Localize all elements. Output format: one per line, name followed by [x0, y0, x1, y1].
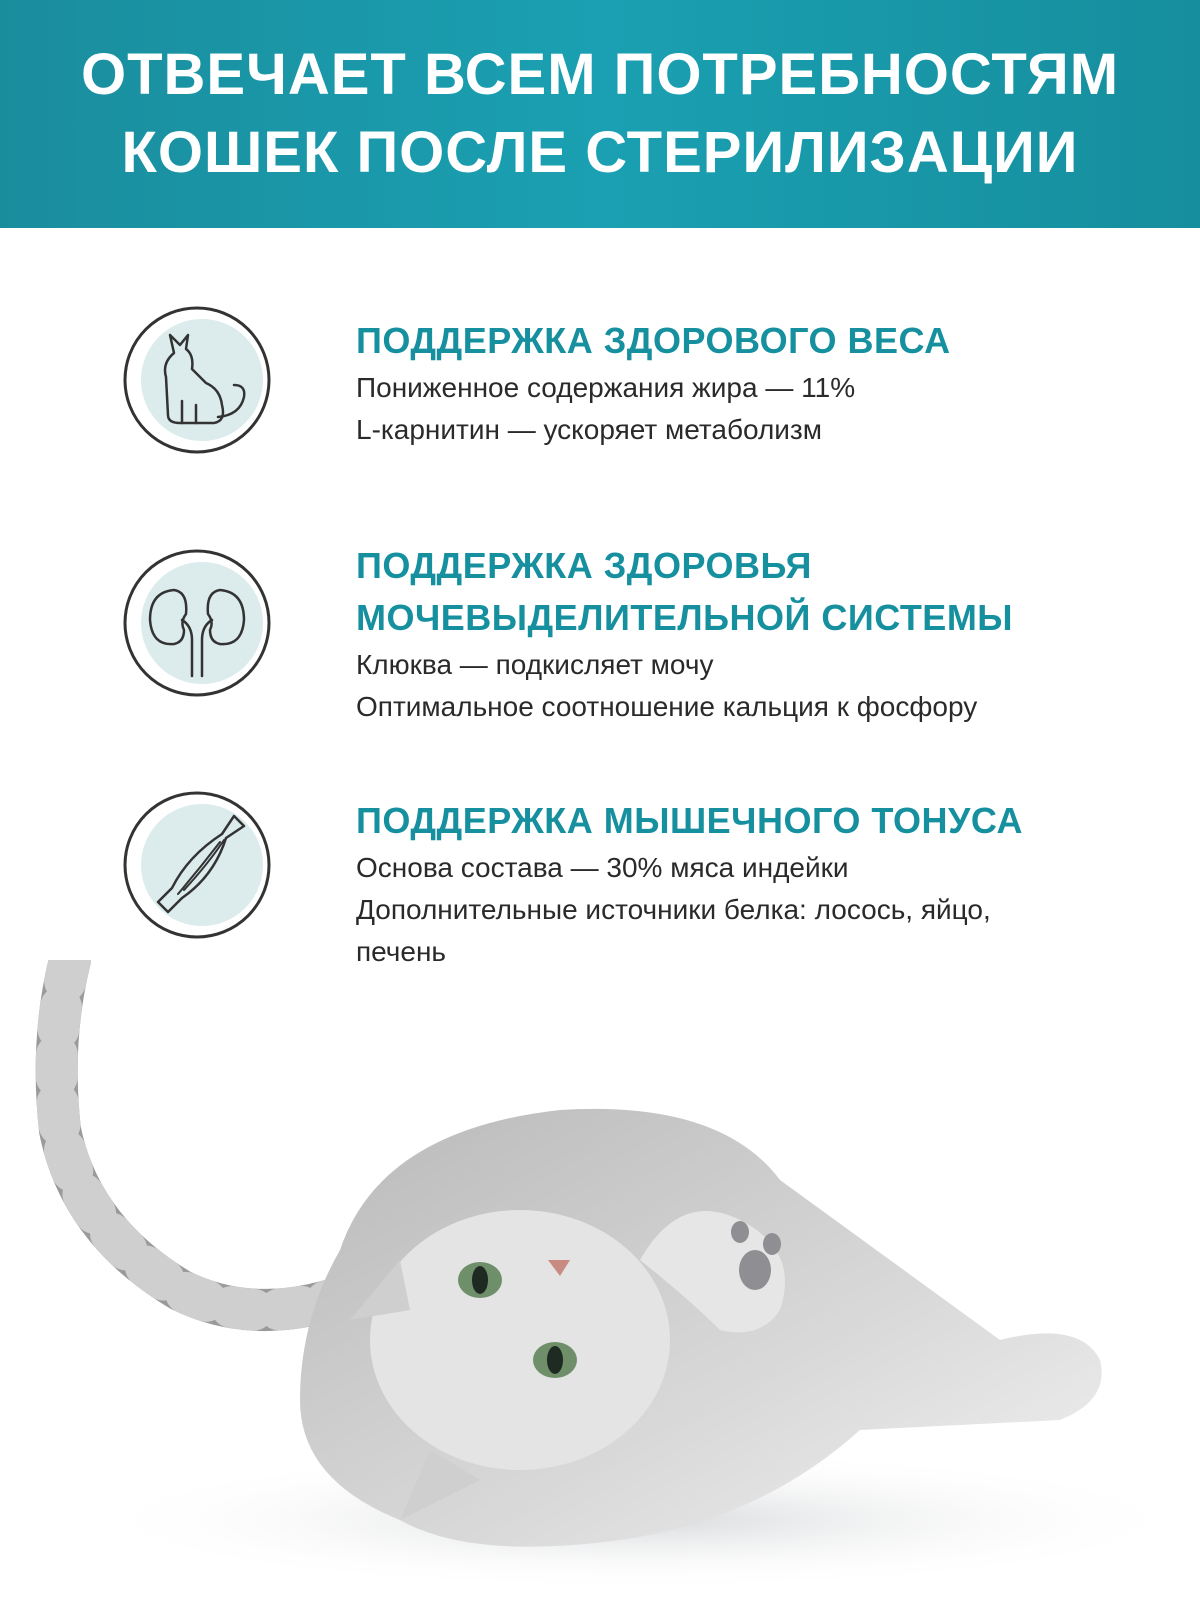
feature-title: ПОДДЕРЖКА МЫШЕЧНОГО ТОНУСА: [356, 800, 1023, 841]
feature-line: Клюква — подкисляет мочу: [356, 649, 714, 680]
feature-muscle: [0, 790, 1200, 967]
page-title-line-1: ОТВЕЧАЕТ ВСЕМ ПОТРЕБНОСТЯМ: [80, 42, 1120, 107]
feature-line: Пониженное содержания жира — 11%: [356, 372, 856, 403]
kidneys-icon: [122, 548, 272, 698]
cat-icon: [122, 305, 272, 455]
cat-photo: [0, 960, 1200, 1600]
muscle-icon: [122, 790, 272, 940]
feature-weight: [0, 305, 1200, 465]
page-title-line-2: КОШЕК ПОСЛЕ СТЕРИЛИЗАЦИИ: [121, 120, 1079, 185]
feature-title: ПОДДЕРЖКА ЗДОРОВОГО ВЕСА: [356, 320, 951, 361]
feature-title: ПОДДЕРЖКА ЗДОРОВЬЯ: [356, 545, 812, 586]
feature-line: Дополнительные источники белка: лосось, яйцо,: [356, 894, 991, 925]
feature-title: МОЧЕВЫДЕЛИТЕЛЬНОЙ СИСТЕМЫ: [356, 597, 1014, 638]
feature-line: Основа состава — 30% мяса индейки: [356, 852, 849, 883]
header-banner: [0, 0, 1200, 228]
feature-urinary: [0, 540, 1200, 722]
feature-line: печень: [356, 936, 447, 967]
feature-line: L-карнитин — ускоряет метаболизм: [356, 414, 823, 445]
feature-line: Оптимальное соотношение кальция к фосфору: [356, 691, 978, 722]
